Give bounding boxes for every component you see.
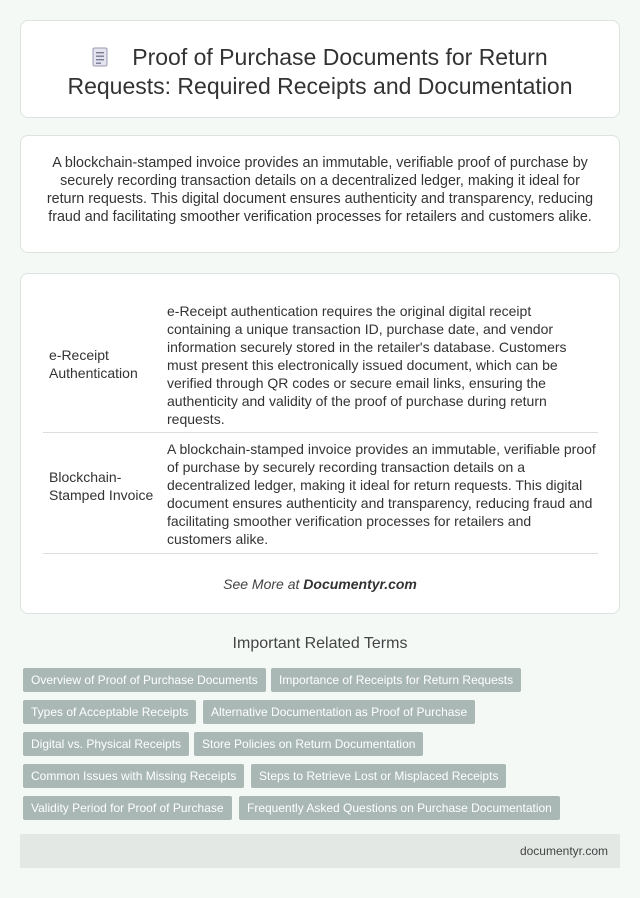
- term-description: A blockchain-stamped invoice provides an immutable, verifiable proof of purchase by securely recording transaction details on a decentralized ledger, making it ideal for return requests. This digital document ensures authenticity and transparency, reducing fraud and facilitating smoother verification processes for retailers and customers alike.: [167, 441, 596, 547]
- related-term-tag[interactable]: Alternative Documentation as Proof of Purchase: [203, 700, 475, 724]
- term-description: e-Receipt authentication requires the original digital receipt containing a unique transaction ID, purchase date, and vendor information securely stored in the retailer's database. Customers must present this electronically issued document, which can be verified through QR codes or secure email links, ensuring the authenticity and validity of the proof of purchase during return requests.: [167, 303, 567, 427]
- page-title-text: Proof of Purchase Documents for Return Requests: Required Receipts and Documentation: [67, 44, 573, 99]
- related-term-tag[interactable]: Store Policies on Return Documentation: [194, 732, 423, 756]
- related-terms-heading: Important Related Terms: [232, 635, 408, 652]
- see-more-site[interactable]: Documentyr.com: [303, 576, 417, 592]
- summary-card: [20, 135, 620, 253]
- see-more-prefix: See More at: [223, 576, 300, 592]
- related-term-tag[interactable]: Types of Acceptable Receipts: [23, 700, 196, 724]
- term-label: e-Receipt Authentication: [49, 347, 138, 381]
- see-more-link[interactable]: [21, 576, 619, 592]
- table-row: [43, 296, 598, 433]
- term-label: Blockchain-Stamped Invoice: [49, 469, 154, 503]
- terms-table-card: [20, 273, 620, 614]
- related-term-tag[interactable]: Common Issues with Missing Receipts: [23, 764, 244, 788]
- document-icon: [92, 45, 108, 65]
- related-term-tag[interactable]: Importance of Receipts for Return Requests: [271, 668, 521, 692]
- related-term-tag[interactable]: Frequently Asked Questions on Purchase Documentation: [239, 796, 560, 820]
- summary-text: A blockchain-stamped invoice provides an immutable, verifiable proof of purchase by securely recording transaction details on a decentralized ledger, making it ideal for return requests. This digital document ensures authenticity and transparency, reducing fraud and facilitating smoother verification processes for retailers and customers alike.: [46, 155, 594, 225]
- related-term-tag[interactable]: Steps to Retrieve Lost or Misplaced Receipts: [251, 764, 506, 788]
- related-term-tag[interactable]: Overview of Proof of Purchase Documents: [23, 668, 266, 692]
- table-row: [43, 434, 598, 554]
- footer-site[interactable]: documentyr.com: [519, 844, 608, 858]
- title-card: [20, 20, 620, 118]
- related-term-tag[interactable]: Digital vs. Physical Receipts: [23, 732, 189, 756]
- page-title: [51, 43, 589, 101]
- related-term-tag[interactable]: Validity Period for Proof of Purchase: [23, 796, 232, 820]
- footer-bar: [20, 834, 620, 868]
